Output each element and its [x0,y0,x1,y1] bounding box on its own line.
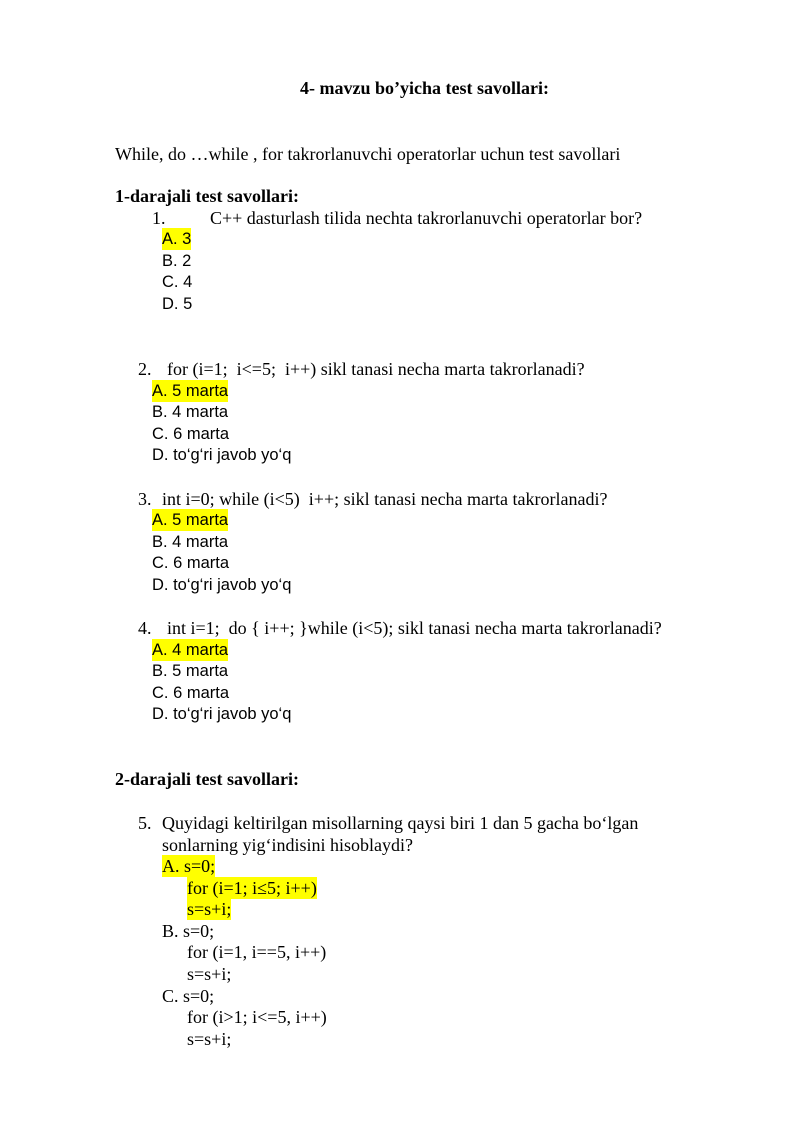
section-heading-level2: 2-darajali test savollari: [115,769,299,789]
section-heading-level1: 1-darajali test savollari: [115,186,299,206]
code-line-highlighted: for (i=1; i≤5; i++) [187,878,317,898]
answer-option: B. 4 marta [152,403,229,421]
answer-option: B. 5 marta [152,662,229,680]
question-number: 5. [138,813,152,833]
option-label: A. [162,856,180,876]
question-text: int i=1; do { i++; }while (i<5); sikl tanasi necha marta takrorlanadi? [167,618,662,638]
option-label: B. [162,921,179,941]
answer-option: D. to‘g‘ri javob yo‘q [152,576,292,594]
code-line: s=0; [183,986,215,1006]
answer-option-correct: A. 5 marta [152,382,229,400]
code-line: for (i=1, i==5, i++) [187,942,327,962]
code-line: s=s+i; [187,964,232,984]
page-title: 4- mavzu bo’yicha test savollari: [300,78,549,98]
answer-option: C. 6 marta [152,684,230,702]
answer-option: D. 5 [162,295,193,313]
answer-option: B. 2 [162,252,192,270]
answer-option [162,985,214,1007]
code-line: s=0; [183,921,215,941]
question-text: int i=0; while (i<5) i++; sikl tanasi necha marta takrorlanadi? [162,489,608,509]
question-text: for (i=1; i<=5; i++) sikl tanasi necha marta takrorlanadi? [167,359,585,379]
answer-option: C. 6 marta [152,554,230,572]
code-line-highlighted: s=s+i; [187,899,232,919]
answer-option: C. 6 marta [152,425,230,443]
question-text: sonlarning yig‘indisini hisoblaydi? [162,835,413,855]
question-number: 1. [152,208,166,228]
subtitle: While, do …while , for takrorlanuvchi operatorlar uchun test savollari [115,144,621,164]
code-line: s=s+i; [187,1029,232,1049]
code-line: s=0; [184,856,216,876]
answer-option-correct: A. 3 [162,230,192,248]
answer-option-correct: A. 5 marta [152,511,229,529]
question-text: C++ dasturlash tilida nechta takrorlanuvchi operatorlar bor? [210,208,643,228]
option-label: C. [162,986,179,1006]
answer-option: D. to‘g‘ri javob yo‘q [152,446,292,464]
question-number: 3. [138,489,152,509]
answer-option: B. 4 marta [152,533,229,551]
question-text: Quyidagi keltirilgan misollarning qaysi biri 1 dan 5 gacha bo‘lgan [162,813,639,833]
answer-option [162,920,214,942]
code-line: for (i>1; i<=5, i++) [187,1007,327,1027]
question-number: 4. [138,618,152,638]
answer-option-correct: A. 4 marta [152,641,229,659]
question-number: 2. [138,359,152,379]
answer-option: D. to‘g‘ri javob yo‘q [152,705,292,723]
answer-option: C. 4 [162,273,193,291]
answer-option-correct [162,855,215,877]
